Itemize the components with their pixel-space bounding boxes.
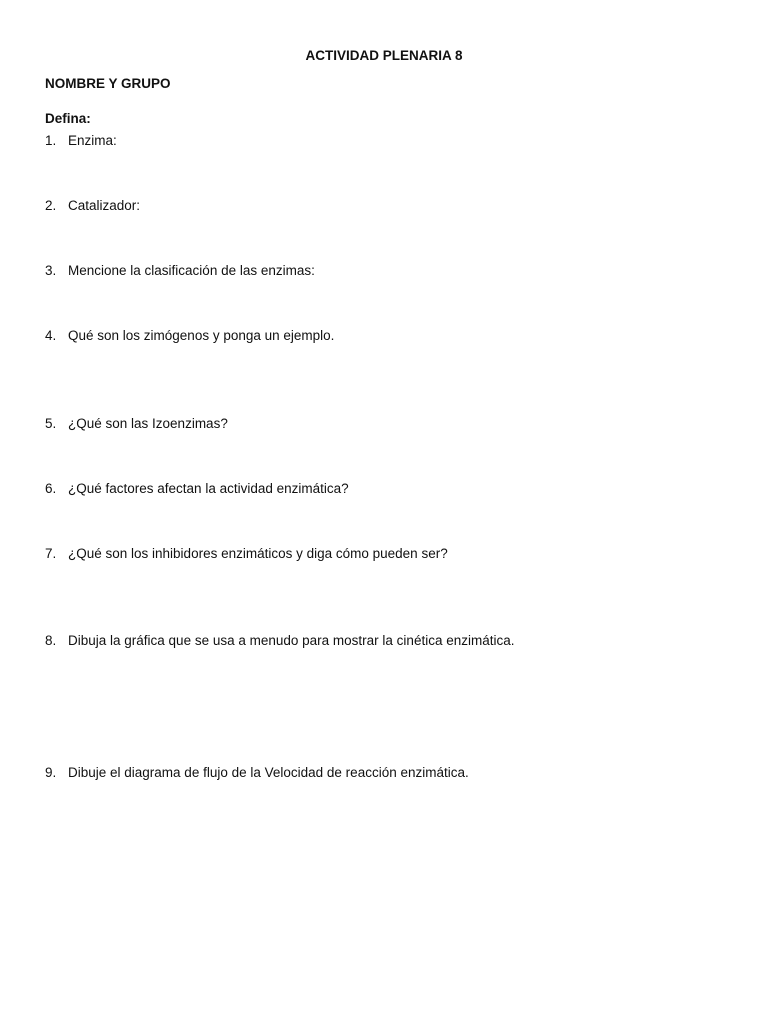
question-1 (45, 133, 117, 148)
question-number: 9. (45, 765, 57, 780)
question-text: ¿Qué factores afectan la actividad enzimática? (68, 481, 349, 496)
define-heading: Defina: (45, 111, 91, 126)
question-number: 8. (45, 633, 57, 648)
question-number: 6. (45, 481, 57, 496)
question-7 (45, 546, 448, 561)
question-number: 5. (45, 416, 57, 431)
question-number: 4. (45, 328, 57, 343)
question-text: Mencione la clasificación de las enzimas: (68, 263, 315, 278)
question-2 (45, 198, 140, 213)
question-9 (45, 765, 469, 780)
question-6 (45, 481, 349, 496)
question-text: Qué son los zimógenos y ponga un ejemplo. (68, 328, 335, 343)
name-group-label: NOMBRE Y GRUPO (45, 76, 171, 91)
question-text: Dibuja la gráfica que se usa a menudo para mostrar la cinética enzimática. (68, 633, 515, 648)
question-number: 7. (45, 546, 57, 561)
page-title: ACTIVIDAD PLENARIA 8 (305, 48, 463, 63)
question-text: Catalizador: (68, 198, 141, 213)
question-3 (45, 263, 315, 278)
question-text: ¿Qué son las Izoenzimas? (68, 416, 228, 431)
question-number: 1. (45, 133, 57, 148)
question-5 (45, 416, 228, 431)
question-text: Dibuje el diagrama de flujo de la Velocidad de reacción enzimática. (68, 765, 469, 780)
question-text: ¿Qué son los inhibidores enzimáticos y diga cómo pueden ser? (68, 546, 448, 561)
question-4 (45, 328, 334, 343)
question-number: 3. (45, 263, 57, 278)
question-text: Enzima: (68, 133, 117, 148)
question-8 (45, 633, 514, 648)
question-number: 2. (45, 198, 57, 213)
